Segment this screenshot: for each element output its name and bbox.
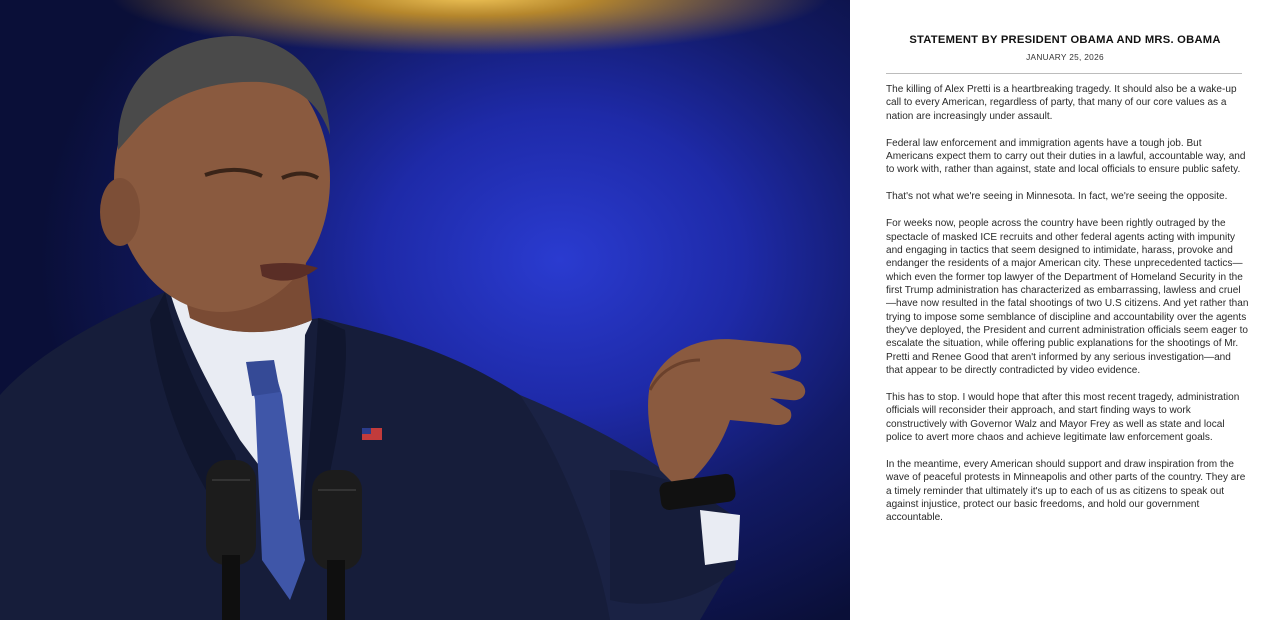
statement-paragraph: For weeks now, people across the country have been rightly outraged by the spectacle of masked ICE recruits and other federal agents acting with impunity and engaging in tactics that seem designed to intimidate, harass, provoke and endanger the residents of a major American city. These unprecedented tactics—which even the former top lawyer of the Department of Homeland Security in the first Trump administration has characterized as embarrassing, lawless and cruel—have now resulted in the fatal shootings of two U.S citizens. And yet rather than trying to impose some semblance of discipline and accountability over the agents they've deployed, the President and current administration officials seem eager to escalate the situation, while offering public explanations for the shootings of Mr. Pretti and Renee Good that aren't informed by any serious investigation—and that appear to be directly contradicted by video evidence. xyxy=(886,218,1249,376)
statement-body xyxy=(886,83,1250,538)
statement-paragraph: This has to stop. I would hope that after this most recent tragedy, administration officials will reconsider their approach, and start finding ways to work constructively with Governor Walz and Mayor Frey as well as state and local police to avert more chaos and achieve legitimate law enforcement goals. xyxy=(886,391,1240,443)
statement-paragraph: In the meantime, every American should support and draw inspiration from the wave of peaceful protests in Minneapolis and other parts of the country. They are a timely reminder that ultimately it's up to each of us as citizens to speak out against injustice, protect our basic freedoms, and hold our government accountable. xyxy=(886,458,1246,524)
statement-paragraph: Federal law enforcement and immigration agents have a tough job. But Americans expect them to carry out their duties in a lawful, accountable way, and to work with, rather than against, state and local officials to ensure public safety. xyxy=(886,137,1246,176)
statement-paragraph: That's not what we're seeing in Minnesota. In fact, we're seeing the opposite. xyxy=(886,191,1228,203)
statement-panel xyxy=(850,0,1280,620)
divider xyxy=(886,73,1242,74)
statement-title: STATEMENT BY PRESIDENT OBAMA AND MRS. OBAMA xyxy=(909,34,1221,46)
statement-date: JANUARY 25, 2026 xyxy=(1026,52,1104,62)
statement-paragraph: The killing of Alex Pretti is a heartbreaking tragedy. It should also be a wake-up call to every American, regardless of party, that many of our core values as a nation are increasingly under assault. xyxy=(886,84,1237,122)
